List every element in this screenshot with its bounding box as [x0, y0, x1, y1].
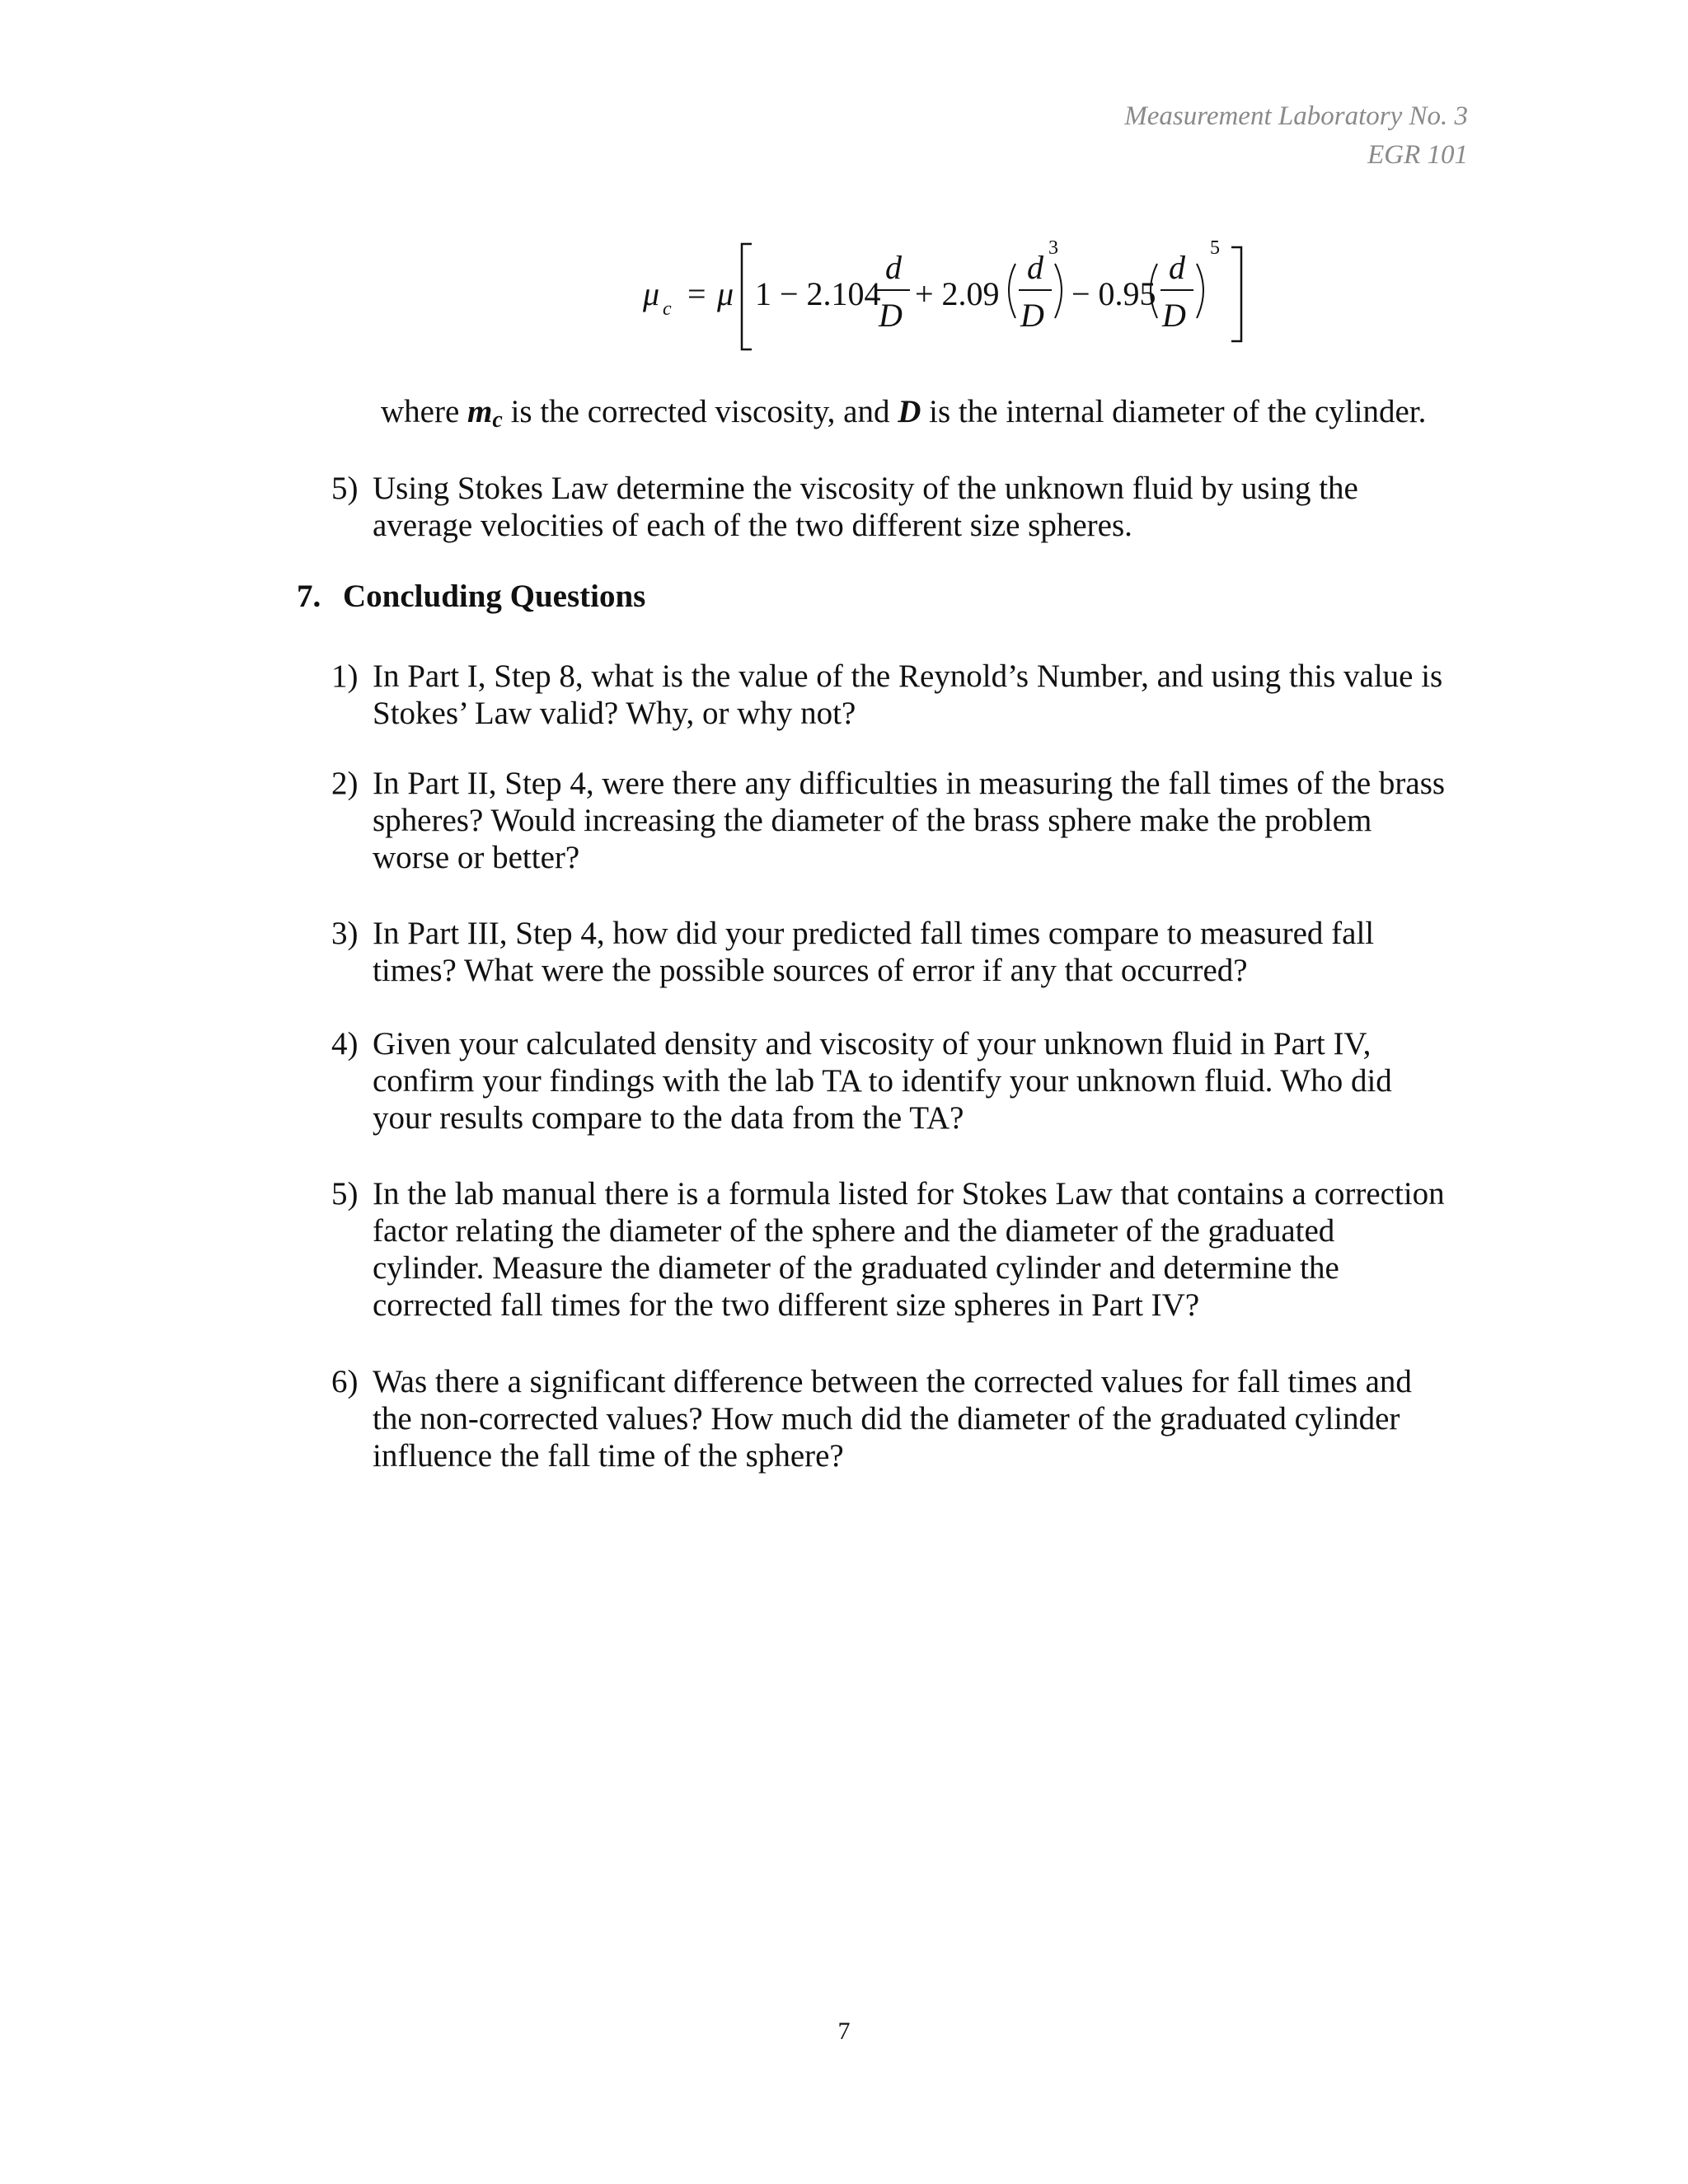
symbol-D: D — [898, 394, 921, 429]
section-number: 7. — [297, 579, 321, 614]
procedure-step-5 — [331, 470, 1467, 544]
eq-frac2-den: D — [1020, 297, 1044, 334]
question-line: the non-corrected values? How much did the diameter of the graduated cylinder — [373, 1401, 1400, 1436]
eq-frac1-den: D — [879, 297, 903, 334]
question-line: factor relating the diameter of the sphere and the diameter of the graduated — [373, 1213, 1335, 1249]
right-bracket — [1231, 247, 1241, 341]
header-lab-title: Measurement Laboratory No. 3 — [1124, 101, 1468, 131]
equation-explanation — [381, 392, 1426, 440]
section-title: Concluding Questions — [343, 579, 646, 614]
corrected-viscosity-equation — [626, 229, 1253, 361]
question-number: 5) — [331, 1176, 359, 1212]
eq-lhs: μ — [643, 275, 660, 312]
question-number: 3) — [331, 916, 359, 951]
question-line: worse or better? — [373, 840, 580, 875]
symbol-m-subscript: c — [492, 407, 503, 433]
question-line: In Part I, Step 8, what is the value of the Reynold’s Number, and using this value is — [373, 658, 1443, 694]
eq-term1: 1 − 2.104 — [755, 275, 881, 312]
question-line: your results compare to the data from the TA? — [373, 1100, 964, 1136]
eq-paren1-close — [1055, 264, 1062, 318]
eq-equals: = — [687, 275, 706, 312]
question-6 — [331, 1363, 1467, 1474]
question-line: influence the fall time of the sphere? — [373, 1438, 844, 1474]
question-line: corrected fall times for the two different size spheres in Part IV? — [373, 1287, 1200, 1323]
left-bracket — [742, 244, 752, 349]
question-line: cylinder. Measure the diameter of the graduated cylinder and determine the — [373, 1250, 1339, 1286]
question-2 — [331, 765, 1467, 876]
where-text-3: is the internal diameter of the cylinder. — [921, 394, 1427, 429]
question-line: times? What were the possible sources of error if any that occurred? — [373, 953, 1248, 988]
eq-mu: μ — [717, 275, 734, 312]
eq-lhs-subscript: c — [663, 298, 672, 320]
question-number: 6) — [331, 1364, 359, 1399]
eq-frac3-den: D — [1162, 297, 1186, 334]
question-5 — [331, 1175, 1467, 1324]
question-line: Given your calculated density and viscosity of your unknown fluid in Part IV, — [373, 1026, 1372, 1062]
question-line: Was there a significant difference between the corrected values for fall times and — [373, 1364, 1412, 1399]
symbol-m: m — [467, 394, 493, 429]
question-number: 4) — [331, 1026, 359, 1062]
eq-paren1-open — [1009, 264, 1015, 318]
eq-frac1-num: d — [885, 249, 902, 286]
header-course-code: EGR 101 — [1367, 140, 1468, 170]
section-heading — [297, 577, 645, 616]
eq-term3: − 0.95 — [1071, 275, 1156, 312]
question-line: In Part II, Step 4, were there any difficulties in measuring the fall times of the brass — [373, 766, 1446, 801]
eq-exponent-3: 3 — [1048, 237, 1058, 259]
where-text-1: where — [381, 394, 468, 429]
question-number: 1) — [331, 658, 359, 694]
question-line: spheres? Would increasing the diameter of the brass sphere make the problem — [373, 803, 1372, 838]
where-text-2: is the corrected viscosity, and — [502, 394, 898, 429]
step-line: average velocities of each of the two different size spheres. — [373, 508, 1132, 543]
step-number: 5) — [331, 471, 359, 506]
eq-exponent-5: 5 — [1210, 237, 1220, 259]
question-1 — [331, 658, 1467, 732]
question-line: In the lab manual there is a formula listed for Stokes Law that contains a correction — [373, 1176, 1445, 1212]
question-4 — [331, 1025, 1467, 1137]
eq-paren2-close — [1197, 264, 1203, 318]
question-line: In Part III, Step 4, how did your predicted fall times compare to measured fall — [373, 916, 1375, 951]
question-number: 2) — [331, 766, 359, 801]
eq-frac2-num: d — [1027, 249, 1043, 286]
question-line: confirm your findings with the lab TA to identify your unknown fluid. Who did — [373, 1063, 1392, 1099]
page-number: 7 — [837, 2018, 851, 2045]
question-3 — [331, 915, 1467, 989]
step-line: Using Stokes Law determine the viscosity of the unknown fluid by using the — [373, 471, 1358, 506]
page-header — [1124, 97, 1468, 175]
eq-frac3-num: d — [1169, 249, 1185, 286]
eq-term2: + 2.09 — [915, 275, 1000, 312]
question-line: Stokes’ Law valid? Why, or why not? — [373, 696, 856, 731]
